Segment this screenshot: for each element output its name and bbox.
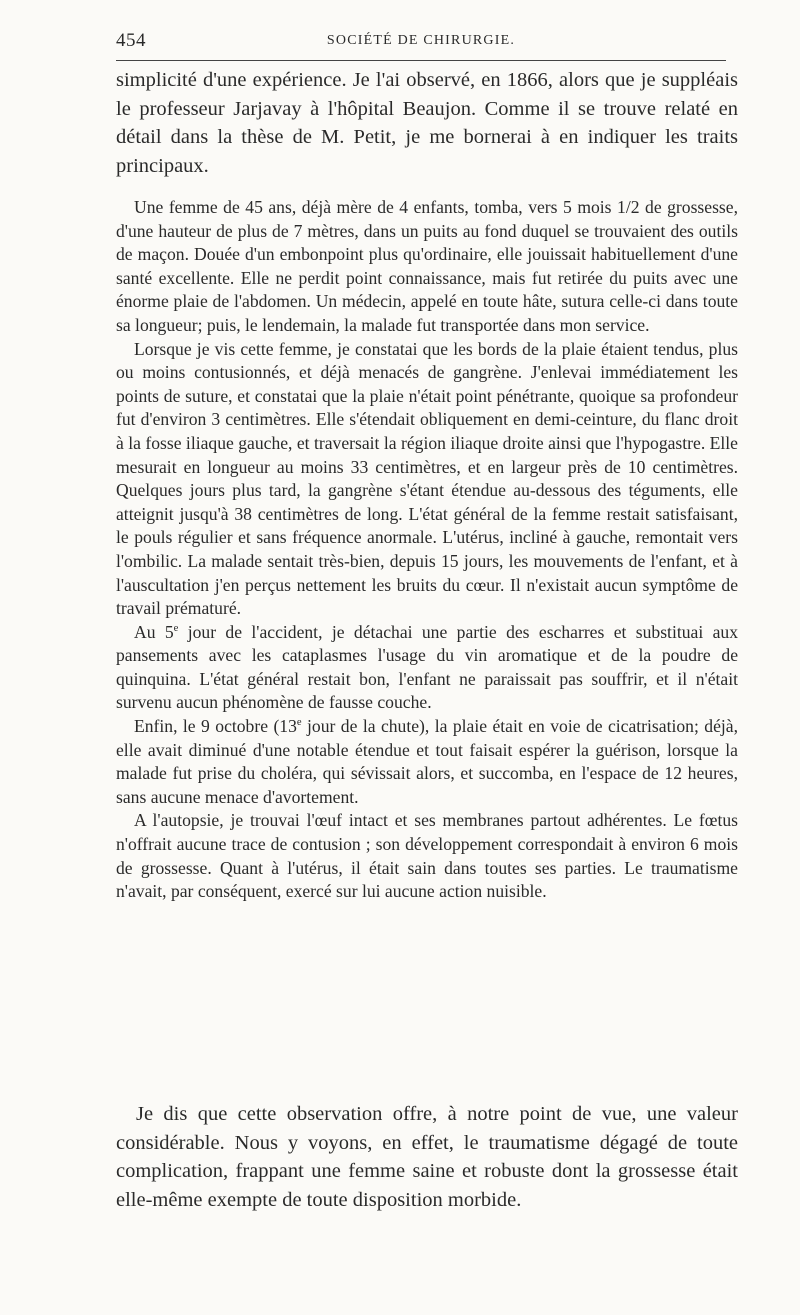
case-observation bbox=[116, 196, 738, 904]
conclusion-paragraph: Je dis que cette observation offre, à notre point de vue, une valeur considérable. Nous y voyons, en effet, le traumatisme dégagé de toute complication, frappant une femme saine et robuste dont la grossesse était elle-même exempte de toute disposition morbide. bbox=[116, 1103, 738, 1211]
observation-paragraph-1: Une femme de 45 ans, déjà mère de 4 enfants, tomba, vers 5 mois 1/2 de grossesse, d'une hauteur de plus de 7 mètres, dans un puits au fond duquel se trouvaient des outils de maçon. Douée d'un embonpoint plus qu'ordinaire, elle jouissait habituellement d'une santé excellente. Elle ne perdit point connaissance, mais fut retirée du puits avec une énorme plaie de l'abdomen. Un médecin, appelé en toute hâte, sutura celle-ci dans toute sa longueur; puis, le lendemain, la malade fut transportée dans mon service. bbox=[116, 197, 738, 335]
observation-p4-rest: jour de la chute), la plaie était en voie de cicatrisation; déjà, elle avait diminué d'une notable étendue et tout faisait espérer la guérison, lorsque la malade fut prise du choléra, qui sévissait alors, et succomba, en l'espace de 12 heures, sans aucune menace d'avortement. bbox=[116, 716, 738, 807]
running-title: SOCIÉTÉ DE CHIRURGIE. bbox=[326, 33, 516, 48]
page-number: 454 bbox=[116, 30, 146, 51]
observation-p3-rest: jour de l'accident, je détachai une partie des escharres et substituai aux pansements avec les cataplasmes l'usage du vin aromatique et de la poudre de quinquina. L'état général restait bon, l'enfant ne paraissait pas souffrir, et il n'était survenu aucun phénomène de fausse couche. bbox=[116, 621, 738, 713]
header-rule bbox=[116, 60, 726, 61]
ordinal-superscript: e bbox=[173, 622, 179, 634]
observation-paragraph-5: A l'autopsie, je trouvai l'œuf intact et ses membranes partout adhérentes. Le fœtus n'offrait aucune trace de contusion ; son développement correspondait à environ 6 mois de grossesse. Quant à l'utérus, il était sain dans toutes ses parties. Le traumatisme n'avait, par conséquent, exercé sur lui aucune action nuisible. bbox=[116, 810, 738, 902]
observation-p3-start: Au 5 bbox=[134, 621, 174, 642]
observation-paragraph-2: Lorsque je vis cette femme, je constatai que les bords de la plaie étaient tendus, plus ou moins contusionnés, et déjà menacés de gangrène. J'enlevai immédiatement les points de suture, et constatai que la plaie n'était point pénétrante, quoique sa profondeur fut d'environ 3 centimètres. Elle s'étendait obliquement en demi-ceinture, du flanc droit à la fosse iliaque gauche, et traversait la région iliaque droite ainsi que l'hypogastre. Elle mesurait en longueur au moins 33 centimètres, et en largeur près de 10 centimètres. Quelques jours plus tard, la gangrène s'étant étendue au-dessous des téguments, elle atteignit jusqu'à 38 centimètres de long. L'état général de la femme restait satisfaisant, le pouls régulier et sans fréquence anormale. L'utérus, incliné à gauche, remontait vers l'ombilic. La malade sentait très-bien, depuis 15 jours, les mouvements de l'enfant, et à l'auscultation j'en perçus nettement les bruits du cœur. Il n'existait aucun symptôme de travail prématuré. bbox=[116, 338, 738, 619]
ordinal-superscript: e bbox=[296, 717, 302, 729]
observation-paragraph-4 bbox=[116, 715, 738, 809]
observation-p4-start: Enfin, le 9 octobre (13 bbox=[134, 716, 297, 737]
observation-paragraph-3 bbox=[116, 621, 738, 715]
page-header bbox=[116, 30, 726, 56]
intro-paragraph: simplicité d'une expérience. Je l'ai observé, en 1866, alors que je suppléais le professeur Jarjavay à l'hôpital Beaujon. Comme il se trouve relaté en détail dans la thèse de M. Petit, je me bornerai à en indiquer les traits principaux. bbox=[116, 69, 738, 177]
